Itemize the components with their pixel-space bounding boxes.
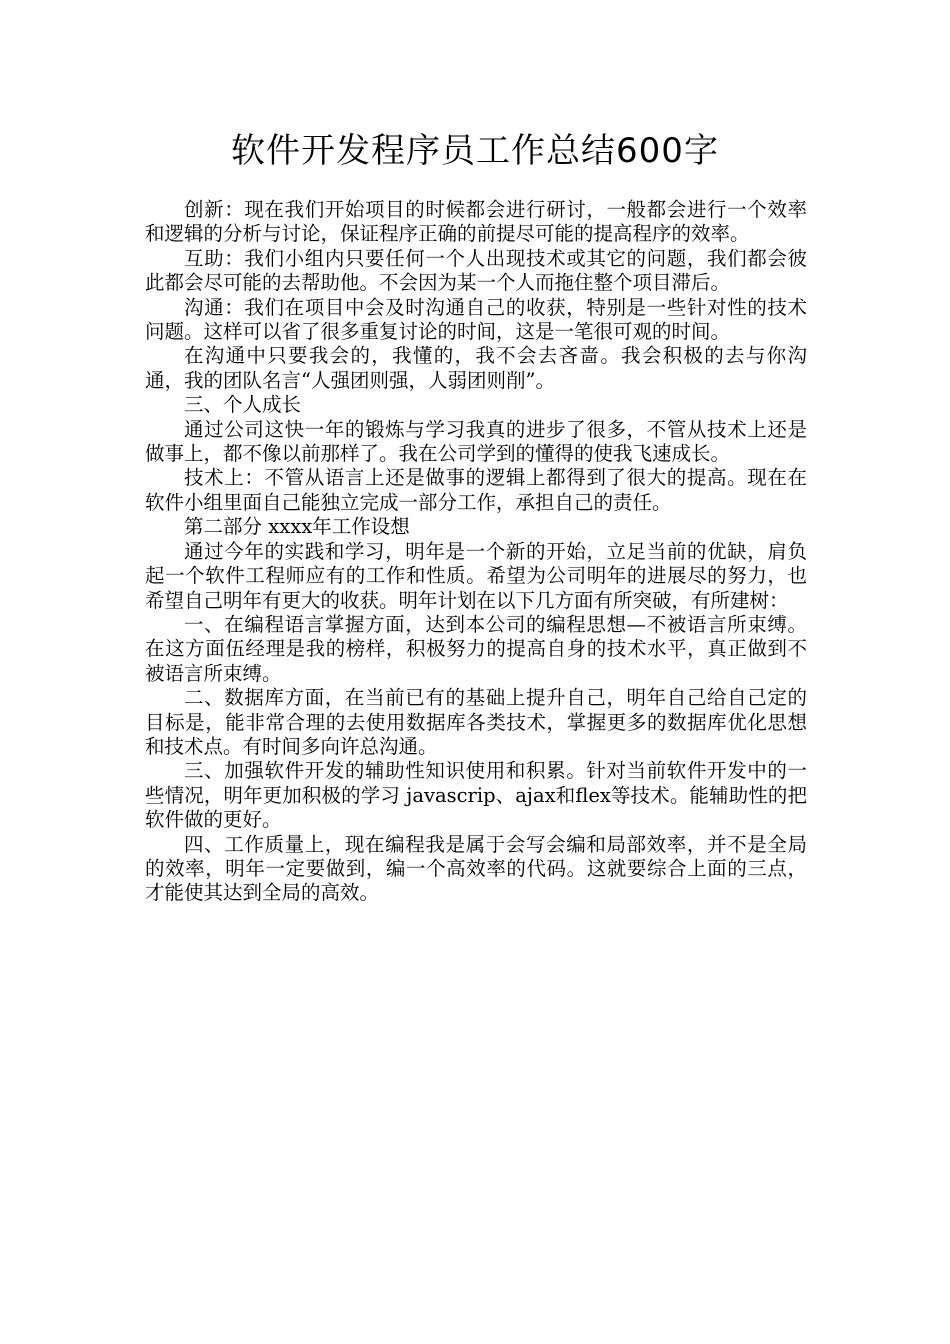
section-heading-personal-growth: 三、个人成长 [184,393,302,417]
paragraph-plan-intro: 通过今年的实践和学习，明年是一个新的开始，立足当前的优缺，肩负起一个软件工程师应有的工作和性质。希望为公司明年的进展尽的努力，也希望自己明年有更大的收获。明年计划在以下几方面有所突破，有所建树： [145,539,807,612]
paragraph-plan-database: 二、数据库方面，在当前已有的基础上提升自己，明年自己给自己定的目标是，能非常合理的去使用数据库各类技术，掌握更多的数据库优化思想和技术点。有时间多向许总沟通。 [145,686,807,758]
paragraph-innovation: 创新：现在我们开始项目的时候都会进行研讨，一般都会进行一个效率和逻辑的分析与讨论，保证程序正确的前提尽可能的提高程序的效率。 [145,198,807,246]
paragraph-technical: 技术上：不管从语言上还是做事的逻辑上都得到了很大的提高。现在在软件小组里面自己能独立完成一部分工作，承担自己的责任。 [145,466,807,514]
paragraph-growth: 通过公司这快一年的锻炼与学习我真的进步了很多，不管从技术上还是做事上，都不像以前那样了。我在公司学到的懂得的使我飞速成长。 [145,417,807,466]
paragraph-plan-auxiliary: 三、加强软件开发的辅助性知识使用和积累。针对当前软件开发中的一些情况，明年更加积极的学习 javascrip、ajax和flex等技术。能辅助性的把软件做的更好。 [145,759,807,832]
paragraph-communication: 沟通：我们在项目中会及时沟通自己的收获，特别是一些针对性的技术问题。这样可以省了很多重复讨论的时间，这是一笔很可观的时间。 [145,295,807,344]
section-heading-part-two: 第二部分 xxxx年工作设想 [184,515,410,539]
paragraph-plan-quality: 四、工作质量上，现在编程我是属于会写会编和局部效率，并不是全局的效率，明年一定要做到，编一个高效率的代码。这就要综合上面的三点，才能使其达到全局的高效。 [145,832,807,905]
document-title: 软件开发程序员工作总结600字 [231,131,719,171]
paragraph-plan-language: 一、在编程语言掌握方面，达到本公司的编程思想—不被语言所束缚。 在这方面伍经理是我的榜样，积极努力的提高自身的技术水平，真正做到不被语言所束缚。 [145,612,807,685]
paragraph-sharing: 在沟通中只要我会的，我懂的，我不会去吝啬。我会积极的去与你沟通，我的团队名言“人强团则强，人弱团则削”。 [145,344,807,392]
document-body [145,198,807,906]
paragraph-mutual-help: 互助：我们小组内只要任何一个人出现技术或其它的问题，我们都会彼此都会尽可能的去帮助他。不会因为某一个人而拖住整个项目滞后。 [145,246,807,295]
